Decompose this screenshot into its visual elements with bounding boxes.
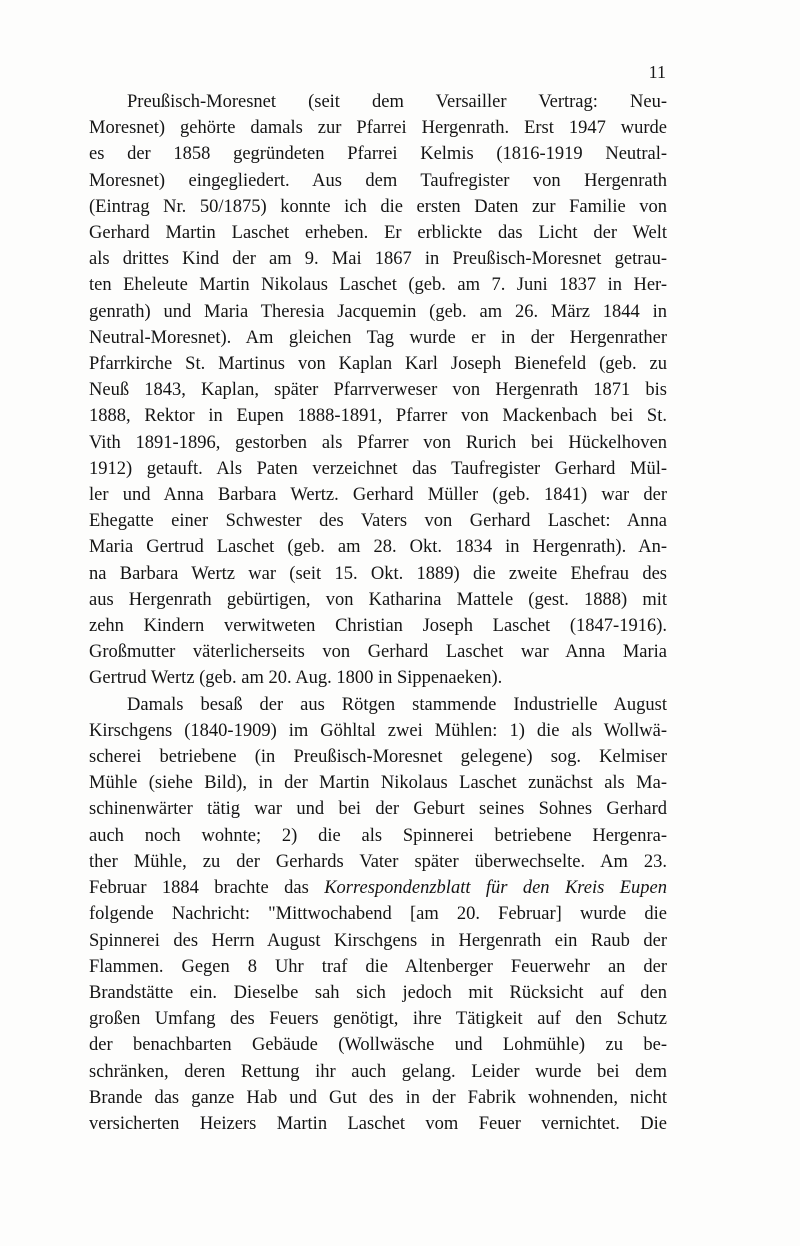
text-segment: Februar 1884 brachte das (89, 878, 325, 899)
text-line: Damals besaß der aus Rötgen stammende Industrielle August (127, 694, 667, 715)
text-line: ler und Anna Barbara Wertz. Gerhard Müller (geb. 1841) war der (89, 485, 667, 506)
text-line: Neuß 1843, Kaplan, später Pfarrverweser von Hergenrath 1871 bis (89, 380, 667, 401)
text-line: schinenwärter tätig war und bei der Geburt seines Sohnes Gerhard (89, 799, 667, 820)
text-line: (Eintrag Nr. 50/1875) konnte ich die ersten Daten zur Familie von (89, 196, 667, 217)
text-line-with-title (89, 875, 667, 901)
text-line: versicherten Heizers Martin Laschet vom Feuer vernichtet. Die (89, 1113, 667, 1134)
text-line: genrath) und Maria Theresia Jacquemin (geb. am 26. März 1844 in (89, 301, 667, 322)
text-line: als drittes Kind der am 9. Mai 1867 in Preußisch-Moresnet getrau- (89, 249, 667, 270)
text-line: Flammen. Gegen 8 Uhr traf die Altenberger Feuerwehr an der (89, 956, 667, 977)
text-line: scherei betriebene (in Preußisch-Moresnet gelegene) sog. Kelmiser (89, 747, 667, 768)
text-line: ther Mühle, zu der Gerhards Vater später überwechselte. Am 23. (89, 851, 667, 872)
text-line: Maria Gertrud Laschet (geb. am 28. Okt. 1834 in Hergenrath). An- (89, 537, 667, 558)
text-line: Mühle (siehe Bild), in der Martin Nikolaus Laschet zunächst als Ma- (89, 773, 667, 794)
text-line: ten Eheleute Martin Nikolaus Laschet (geb. am 7. Juni 1837 in Her- (89, 275, 667, 296)
text-line: Kirschgens (1840-1909) im Göhltal zwei Mühlen: 1) die als Wollwä- (89, 720, 667, 741)
text-line: zehn Kindern verwitweten Christian Joseph Laschet (1847-1916). (89, 616, 667, 637)
text-line: Preußisch-Moresnet (seit dem Versailler Vertrag: Neu- (127, 92, 667, 112)
text-line: Spinnerei des Herrn August Kirschgens in Hergenrath ein Raub der (89, 930, 667, 951)
text-line: Brande das ganze Hab und Gut des in der Fabrik wohnenden, nicht (89, 1087, 667, 1108)
body-text (89, 89, 667, 1137)
text-line: Moresnet) gehörte damals zur Pfarrei Hergenrath. Erst 1947 wurde (89, 118, 667, 139)
text-line: Großmutter väterlicherseits von Gerhard Laschet war Anna Maria (89, 642, 667, 663)
text-line: aus Hergenrath gebürtigen, von Katharina Mattele (gest. 1888) mit (89, 589, 667, 610)
text-line: Pfarrkirche St. Martinus von Kaplan Karl Joseph Bienefeld (geb. zu (89, 354, 667, 375)
text-line: folgende Nachricht: "Mittwochabend [am 20. Februar] wurde die (89, 904, 667, 925)
text-line: es der 1858 gegründeten Pfarrei Kelmis (1816-1919 Neutral- (89, 144, 667, 165)
text-line: der benachbarten Gebäude (Wollwäsche und Lohmühle) zu be- (89, 1035, 667, 1056)
text-line: 1912) getauft. Als Paten verzeichnet das Taufregister Gerhard Mül- (89, 458, 667, 479)
text-line: na Barbara Wertz war (seit 15. Okt. 1889) die zweite Ehefrau des (89, 563, 667, 584)
newspaper-title: Korrespondenzblatt für den Kreis Eupen (324, 878, 667, 899)
text-line: auch noch wohnte; 2) die als Spinnerei betriebene Hergenra- (89, 825, 667, 846)
text-line: Gerhard Martin Laschet erheben. Er erblickte das Licht der Welt (89, 223, 667, 244)
text-line: Brandstätte ein. Dieselbe sah sich jedoch mit Rücksicht auf den (89, 982, 667, 1003)
text-line: großen Umfang des Feuers genötigt, ihre Tätigkeit auf den Schutz (89, 1009, 667, 1030)
text-line: Neutral-Moresnet). Am gleichen Tag wurde er in der Hergenrather (89, 327, 667, 348)
text-line: Gertrud Wertz (geb. am 20. Aug. 1800 in Sippenaeken). (89, 668, 503, 689)
text-line: Vith 1891-1896, gestorben als Pfarrer von Rurich bei Hückelhoven (89, 432, 667, 453)
text-line: Ehegatte einer Schwester des Vaters von Gerhard Laschet: Anna (89, 511, 667, 532)
page-number: 11 (648, 62, 666, 82)
text-line: Moresnet) eingegliedert. Aus dem Taufregister von Hergenrath (89, 170, 667, 191)
paragraph-1 (89, 89, 667, 692)
text-line: 1888, Rektor in Eupen 1888-1891, Pfarrer von Mackenbach bei St. (89, 406, 667, 427)
paragraph-2 (89, 692, 667, 1137)
text-line: schränken, deren Rettung ihr auch gelang. Leider wurde bei dem (89, 1061, 667, 1082)
